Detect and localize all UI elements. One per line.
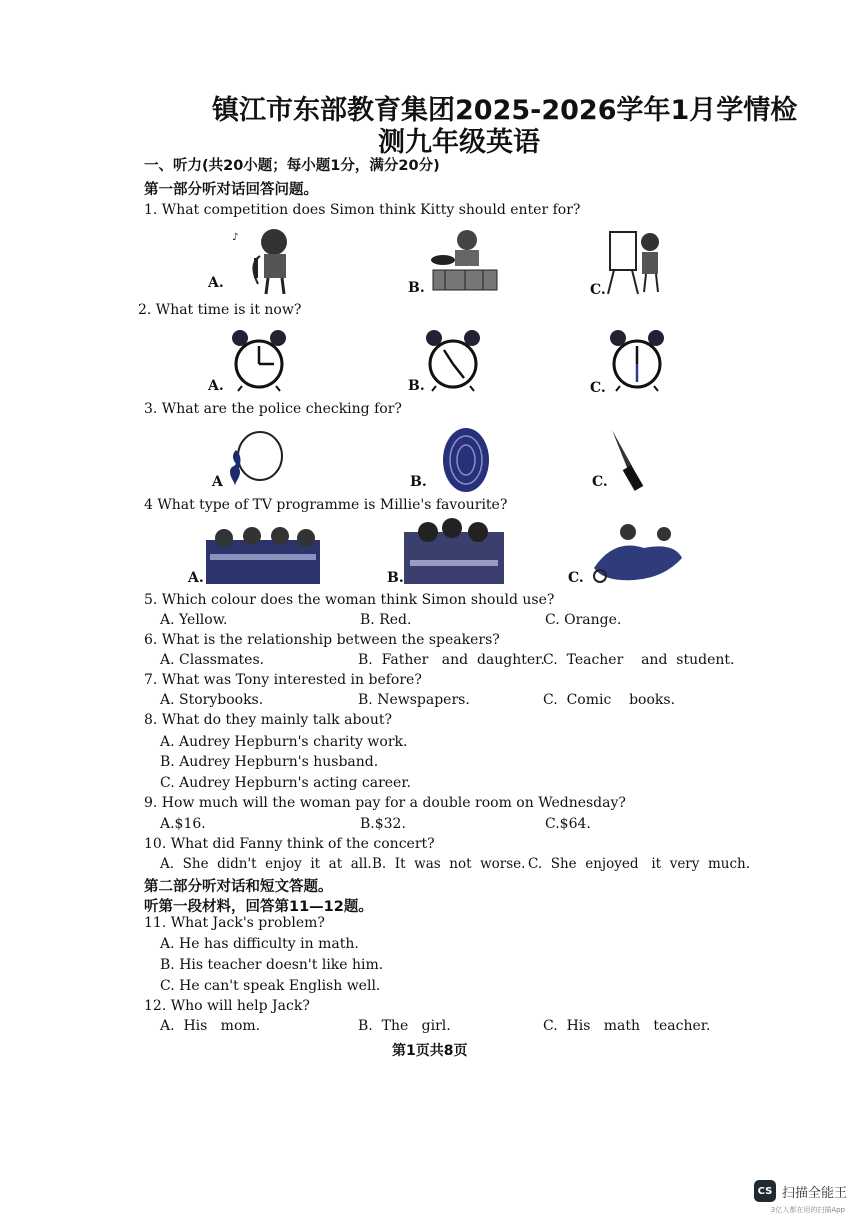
q2-option-b-label: B. xyxy=(408,378,425,394)
q4-option-a-label: A. xyxy=(188,570,204,586)
q11-option-a: A. He has difficulty in math. xyxy=(160,936,359,952)
q6-option-c: C. Teacher and student. xyxy=(543,652,735,668)
q2-option-c-label: C. xyxy=(590,380,606,396)
q12-option-a: A. His mom. xyxy=(160,1018,261,1034)
tv-programme-b-picture xyxy=(402,516,506,586)
part2-heading: 第二部分听对话和短文答题。 xyxy=(144,879,333,895)
question-2: 2. What time is it now? xyxy=(138,302,302,318)
q8-option-c: C. Audrey Hepburn's acting career. xyxy=(160,775,411,791)
singing-girl-picture xyxy=(228,224,310,296)
q11-option-c: C. He can't speak English well. xyxy=(160,978,381,994)
clock-b-picture xyxy=(422,326,484,392)
q2-option-a-label: A. xyxy=(208,378,224,394)
question-5: 5. Which colour does the woman think Simon should use? xyxy=(144,592,555,608)
q8-option-b: B. Audrey Hepburn's husband. xyxy=(160,754,379,770)
q5-option-c: C. Orange. xyxy=(545,612,622,628)
painting-picture xyxy=(606,226,664,296)
q9-option-c: C.$64. xyxy=(545,816,591,832)
q1-option-a-label: A. xyxy=(208,275,224,291)
q3-option-c-label: C. xyxy=(592,474,608,490)
question-7: 7. What was Tony interested in before? xyxy=(144,672,422,688)
watermark-name: 扫描全能王 xyxy=(781,1185,847,1201)
q7-option-a: A. Storybooks. xyxy=(160,692,264,708)
page-title-line2: 测九年级英语 xyxy=(378,127,540,158)
page-title-line1: 镇江市东部教育集团2025-2026学年1月学情检 xyxy=(212,95,798,126)
q9-option-a: A.$16. xyxy=(160,816,206,832)
question-8: 8. What do they mainly talk about? xyxy=(144,712,392,728)
question-1: 1. What competition does Simon think Kitty should enter for? xyxy=(144,202,581,218)
q4-option-c-label: C. xyxy=(568,570,584,586)
q6-option-b: B. Father and daughter. xyxy=(358,652,545,668)
question-6: 6. What is the relationship between the speakers? xyxy=(144,632,500,648)
q10-option-a: A. She didn't enjoy it at all. xyxy=(160,856,372,872)
q12-option-b: B. The girl. xyxy=(358,1018,451,1034)
clock-a-picture xyxy=(228,326,290,392)
q4-option-b-label: B. xyxy=(387,570,404,586)
q11-option-b: B. His teacher doesn't like him. xyxy=(160,957,384,973)
question-9: 9. How much will the woman pay for a double room on Wednesday? xyxy=(144,795,626,811)
q9-option-b: B.$32. xyxy=(360,816,406,832)
question-4: 4 What type of TV programme is Millie's favourite? xyxy=(144,497,508,513)
question-10: 10. What did Fanny think of the concert? xyxy=(144,836,435,852)
svg-text:♪: ♪ xyxy=(232,232,239,243)
q7-option-b: B. Newspapers. xyxy=(358,692,470,708)
tv-programme-a-picture xyxy=(204,520,322,586)
q5-option-b: B. Red. xyxy=(360,612,412,628)
part1-heading: 第一部分听对话回答问题。 xyxy=(144,182,318,198)
q12-option-c: C. His math teacher. xyxy=(543,1018,711,1034)
cooking-picture xyxy=(425,226,505,294)
q1-option-b-label: B. xyxy=(408,280,425,296)
q10-option-b: B. It was not worse. xyxy=(372,856,526,872)
q1-option-c-label: C. xyxy=(590,282,606,298)
fingerprint-picture xyxy=(440,424,492,494)
section1-heading: 一、听力(共20小题；每小题1分，满分20分) xyxy=(144,158,440,174)
question-3: 3. What are the police checking for? xyxy=(144,401,402,417)
question-12: 12. Who will help Jack? xyxy=(144,998,310,1014)
scanner-watermark xyxy=(754,1180,847,1202)
necklace-picture xyxy=(228,428,288,492)
q6-option-a: A. Classmates. xyxy=(160,652,265,668)
q10-option-c: C. She enjoyed it very much. xyxy=(528,856,751,872)
q7-option-c: C. Comic books. xyxy=(543,692,676,708)
page-number: 第1页共8页 xyxy=(392,1043,468,1059)
tv-programme-c-picture xyxy=(584,518,688,588)
q8-option-a: A. Audrey Hepburn's charity work. xyxy=(160,734,408,750)
q5-option-a: A. Yellow. xyxy=(160,612,228,628)
q3-option-a-label: A xyxy=(212,474,223,490)
q3-option-b-label: B. xyxy=(410,474,427,490)
watermark-subtitle: 3亿人都在用的扫描App xyxy=(770,1206,845,1214)
knife-picture xyxy=(606,426,656,494)
material-instruction: 听第一段材料，回答第11—12题。 xyxy=(144,899,373,915)
cs-logo-icon: CS xyxy=(754,1180,776,1202)
question-11: 11. What Jack's problem? xyxy=(144,915,325,931)
clock-c-picture xyxy=(606,326,668,392)
